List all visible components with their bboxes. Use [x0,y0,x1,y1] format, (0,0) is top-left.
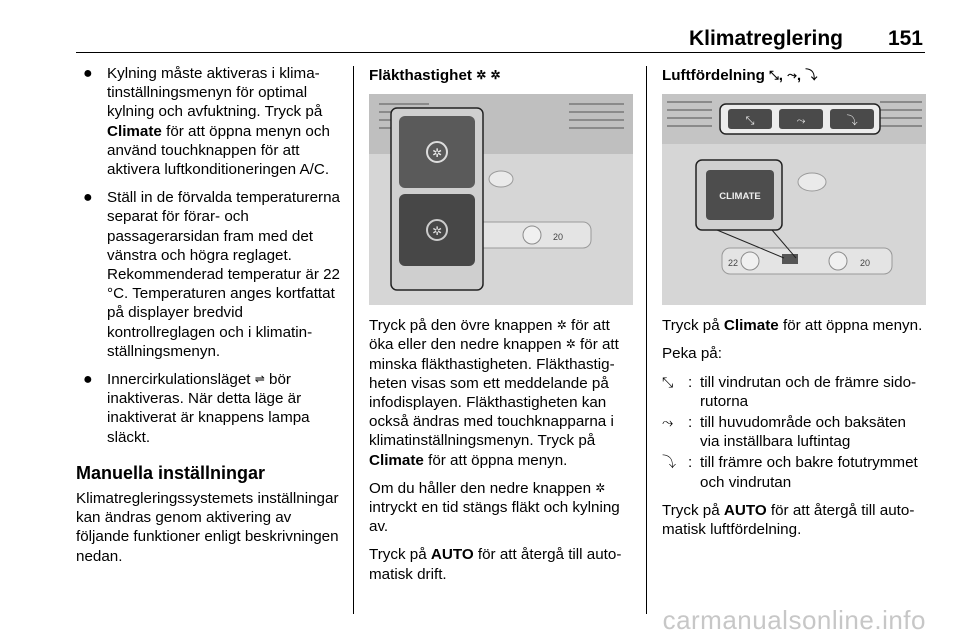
fan-down-icon: ✲ [595,480,606,495]
bullet-dot-icon: ● [83,189,93,207]
air-option-text: till huvudområde och baksäten via inställbara luftintag [700,414,907,451]
text-run: intryckt en tid stängs fläkt och kylning av. [369,499,620,536]
colon-separator: : [688,373,693,391]
right-temp-label: 20 [860,258,871,269]
air-distribution-outro [662,501,926,539]
text-run: Tryck på [662,317,724,335]
column-left [76,64,344,575]
text-run: Kylning måste aktiveras i klimatinställningsmenyn för optimal kylning och avfuktning. Tryck på [107,65,323,121]
fan-speed-text [369,316,633,584]
column-divider [353,66,354,614]
svg-text:✲: ✲ [431,224,443,239]
svg-text:⤡: ⤡ [745,114,755,128]
air-option-text: till främre och bakre fotutrymmet och vindrutan [700,454,918,491]
bullet-item [76,64,344,179]
text-run: bör inaktiveras. När detta läge är inaktiverat är knappens lampa släckt. [107,371,310,446]
text-run: Innercirkulationsläget [107,371,255,389]
fan-up-icon: ✲ [476,68,487,82]
text-run: för att återgå till automatisk drift. [369,546,622,583]
recirculation-icon: ⇌ [254,372,265,387]
bold-term: AUTO [723,501,767,519]
column-divider [646,66,647,614]
svg-text:✲: ✲ [431,146,443,161]
bold-term: Climate [369,451,424,469]
paragraph [369,316,633,470]
air-distribution-heading: Luftfördelning ⤡, ⤳, ⤵ [662,67,818,84]
windscreen-air-icon: ⤡ [662,373,674,390]
paragraph [369,545,633,583]
footwell-air-icon: ⤵ [805,68,818,82]
air-distribution-list [662,373,926,492]
text-run: Tryck på [369,546,431,564]
bullet-list [76,64,344,447]
column-right [662,64,926,548]
text-run: för att öppna menyn. [423,451,568,469]
bullet-dot-icon: ● [83,65,93,82]
text-run: Ställ in de förvalda temperaturerna separat för förar- och passagerarsidan fram med det vänstra och högra reglaget. Rekommenderad temperatur är 22 °C. Temperaturen anges kortfattat på displayer bredvid kontrollreglagen och i klimatinställningsmenyn. [107,189,341,360]
body-air-icon: ⤳ [662,414,674,431]
paragraph [369,479,633,537]
fan-speed-heading-text: Fläkthastighet [369,67,472,84]
text-run: Om du håller den nedre knappen [369,479,596,497]
section-heading: Manuella inställningar [76,462,266,483]
fan-down-icon: ✲ [490,68,501,82]
air-option-text: till vindrutan och de främre sidorutorna [700,373,917,410]
bold-term: Climate [723,317,779,335]
bold-term: AUTO [430,546,474,564]
fan-up-icon: ✲ [556,318,567,333]
footwell-air-icon: ⤵ [662,454,676,471]
peka-label: Peka på: [662,345,722,363]
air-option-row [662,453,926,491]
colon-separator: : [688,454,693,472]
section-paragraph: Klimatregleringssystemets inställningar kan ändras genom aktivering av följande funktioner enligt beskrivningen nedan. [76,490,339,565]
svg-text:⤵: ⤵ [846,114,858,128]
page-number: 151 [887,27,923,50]
page-header [76,0,925,53]
bold-term: Climate [107,122,162,140]
right-temp-label: 20 [553,232,564,243]
body-air-icon: ⤳ [787,68,797,82]
text-run: Tryck på [662,501,724,519]
colon-separator: : [688,414,693,432]
left-temp-label: 22 [728,258,739,269]
fan-speed-figure [369,94,633,305]
climate-button-label: CLIMATE [719,191,761,203]
text-run: för att minska fläkthastigheten. Fläkthastigheten visas som ett meddelande på infodisplayen. Fläkthastigheten kan också ändras med touchknapparna i klimatinställningsmenyn. Tryck på [369,336,619,450]
air-option-row [662,373,926,411]
fan-down-icon: ✲ [565,337,576,352]
text-run: för att öppna menyn. [778,317,923,335]
windscreen-air-icon: ⤡ [769,68,779,82]
text-run: Tryck på den övre knappen [369,317,557,335]
bullet-item [76,370,344,447]
air-distribution-heading-text: Luftfördelning [662,67,765,84]
svg-text:⤳: ⤳ [796,114,806,128]
bullet-item [76,188,344,361]
fan-speed-heading [369,66,633,85]
watermark: carmanualsonline.info [662,605,926,635]
page-title: Klimatreglering [688,27,843,50]
text-run: för att återgå till automatisk luftfördelning. [662,501,915,539]
air-distribution-figure [662,94,926,305]
air-distribution-intro [662,316,926,335]
text-run: för att öppna menyn och använd touchknappen för att aktivera luftkonditioneringen A/C. [107,122,330,179]
air-option-row [662,413,926,451]
column-middle [369,64,633,593]
text-run: för att öka eller den nedre knappen [369,317,610,354]
bullet-dot-icon: ● [83,371,93,389]
